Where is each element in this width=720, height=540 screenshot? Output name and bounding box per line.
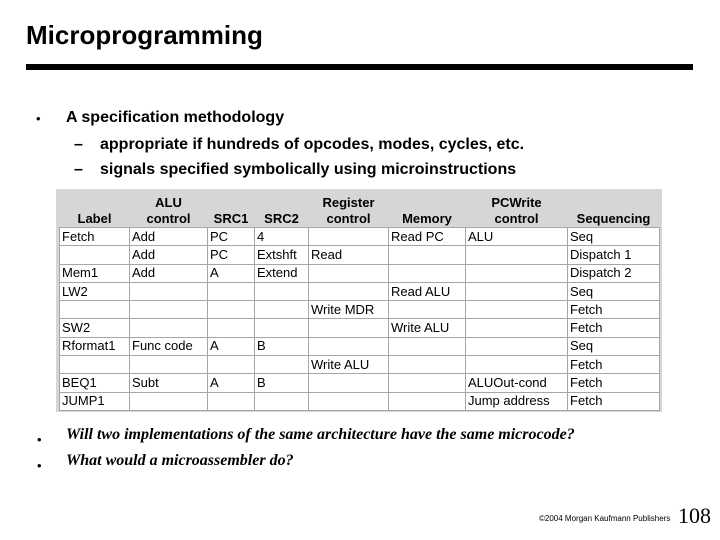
- table-cell: [309, 337, 389, 355]
- table-cell: [466, 246, 568, 264]
- bullet-marker: •: [36, 111, 41, 126]
- table-cell: [255, 356, 309, 374]
- table-header-cell: [208, 192, 255, 228]
- bullet-marker: •: [37, 432, 42, 447]
- table-cell: [466, 301, 568, 319]
- table-cell: [389, 374, 466, 392]
- table-cell: [309, 228, 389, 246]
- table-cell: [309, 264, 389, 282]
- table-cell: JUMP1: [60, 392, 130, 410]
- table-cell: [309, 319, 389, 337]
- table-cell: Read: [309, 246, 389, 264]
- table-cell: [466, 337, 568, 355]
- table-cell: [466, 319, 568, 337]
- table-cell: LW2: [60, 282, 130, 300]
- table-row: [60, 282, 660, 300]
- table-cell: Fetch: [60, 228, 130, 246]
- table-cell: [389, 264, 466, 282]
- table-header-cell: [466, 192, 568, 228]
- microcode-table: [59, 192, 660, 411]
- table-cell: [466, 356, 568, 374]
- table-row: [60, 319, 660, 337]
- page-number: 108: [678, 503, 711, 528]
- table-cell: Seq: [568, 228, 660, 246]
- table-cell: SW2: [60, 319, 130, 337]
- page-title: Microprogramming: [26, 20, 263, 50]
- header-line: PCWrite: [491, 195, 542, 210]
- table-row: [60, 356, 660, 374]
- table-cell: 4: [255, 228, 309, 246]
- table-cell: [466, 264, 568, 282]
- table-cell: Read ALU: [389, 282, 466, 300]
- sub-bullet-text: signals specified symbolically using microinstructions: [100, 161, 517, 178]
- header-line: ALU: [155, 195, 182, 210]
- table-cell: Rformat1: [60, 337, 130, 355]
- table-cell: [130, 282, 208, 300]
- table-cell: Mem1: [60, 264, 130, 282]
- table-cell: PC: [208, 228, 255, 246]
- header-line: control: [494, 211, 539, 226]
- table-cell: A: [208, 374, 255, 392]
- table-cell: Fetch: [568, 356, 660, 374]
- table-cell: Fetch: [568, 301, 660, 319]
- sub-bullet-text: appropriate if hundreds of opcodes, modes, cycles, etc.: [100, 136, 525, 153]
- table-cell: [255, 319, 309, 337]
- header-line: [210, 195, 253, 211]
- sub-bullet-dash: –: [74, 136, 83, 153]
- table-cell: Fetch: [568, 374, 660, 392]
- table-cell: Seq: [568, 282, 660, 300]
- table-cell: [208, 319, 255, 337]
- header-line: [62, 195, 128, 211]
- header-line: Register: [322, 195, 375, 210]
- table-cell: A: [208, 337, 255, 355]
- table-header-cell: [309, 192, 389, 228]
- table-header-cell: [389, 192, 466, 228]
- table-cell: Dispatch 2: [568, 264, 660, 282]
- table-cell: [60, 246, 130, 264]
- header-line: SRC1: [213, 211, 249, 226]
- table-row: [60, 392, 660, 410]
- table-cell: [208, 282, 255, 300]
- table-row: [60, 264, 660, 282]
- table-cell: Extshft: [255, 246, 309, 264]
- table-cell: Write ALU: [309, 356, 389, 374]
- table-cell: [130, 301, 208, 319]
- table-cell: B: [255, 374, 309, 392]
- table-cell: [208, 356, 255, 374]
- table-cell: Add: [130, 228, 208, 246]
- table-cell: Fetch: [568, 319, 660, 337]
- header-line: Sequencing: [576, 211, 651, 226]
- bullet-main-text: A specification methodology: [66, 109, 285, 126]
- table-cell: [309, 374, 389, 392]
- bullet-marker: •: [37, 458, 42, 473]
- table-cell: A: [208, 264, 255, 282]
- title-rule: [26, 64, 693, 70]
- header-line: Label: [77, 211, 112, 226]
- table-cell: [309, 282, 389, 300]
- table-header-cell: [568, 192, 660, 228]
- table-cell: [60, 301, 130, 319]
- header-line: control: [326, 211, 371, 226]
- header-line: SRC2: [264, 211, 299, 226]
- table-cell: [309, 392, 389, 410]
- table-header-cell: [60, 192, 130, 228]
- microcode-table-frame: [56, 189, 662, 412]
- header-line: Memory: [402, 211, 452, 226]
- table-cell: [389, 392, 466, 410]
- table-cell: Write ALU: [389, 319, 466, 337]
- table-cell: [389, 301, 466, 319]
- table-cell: [466, 282, 568, 300]
- table-row: [60, 228, 660, 246]
- table-cell: ALU: [466, 228, 568, 246]
- table-cell: [208, 301, 255, 319]
- table-cell: Write MDR: [309, 301, 389, 319]
- table-cell: Read PC: [389, 228, 466, 246]
- table-cell: [130, 356, 208, 374]
- table-cell: Jump address: [466, 392, 568, 410]
- table-cell: B: [255, 337, 309, 355]
- header-line: [391, 195, 464, 211]
- table-cell: [130, 319, 208, 337]
- table-cell: [389, 337, 466, 355]
- table-cell: Dispatch 1: [568, 246, 660, 264]
- table-cell: Seq: [568, 337, 660, 355]
- table-cell: [255, 282, 309, 300]
- table-cell: [389, 246, 466, 264]
- table-header-cell: [255, 192, 309, 228]
- table-cell: Subt: [130, 374, 208, 392]
- question-text: What would a microassembler do?: [66, 452, 294, 469]
- table-cell: Func code: [130, 337, 208, 355]
- table-cell: [208, 392, 255, 410]
- sub-bullet-dash: –: [74, 161, 83, 178]
- table-cell: [130, 392, 208, 410]
- table-row: [60, 337, 660, 355]
- table-cell: [255, 392, 309, 410]
- header-line: [570, 195, 658, 211]
- table-row: [60, 301, 660, 319]
- table-cell: Extend: [255, 264, 309, 282]
- table-cell: Add: [130, 246, 208, 264]
- table-cell: Add: [130, 264, 208, 282]
- table-cell: ALUOut-cond: [466, 374, 568, 392]
- table-cell: [255, 301, 309, 319]
- table-cell: PC: [208, 246, 255, 264]
- question-text: Will two implementations of the same architecture have the same microcode?: [66, 426, 575, 443]
- header-line: control: [146, 211, 191, 226]
- table-header-cell: [130, 192, 208, 228]
- table-cell: Fetch: [568, 392, 660, 410]
- table-cell: BEQ1: [60, 374, 130, 392]
- copyright-notice: ©2004 Morgan Kaufmann Publishers: [539, 514, 671, 523]
- table-body: [60, 228, 660, 411]
- table-cell: [389, 356, 466, 374]
- table-row: [60, 246, 660, 264]
- table-header-row: [60, 192, 660, 228]
- table-row: [60, 374, 660, 392]
- header-line: [257, 195, 307, 211]
- table-cell: [60, 356, 130, 374]
